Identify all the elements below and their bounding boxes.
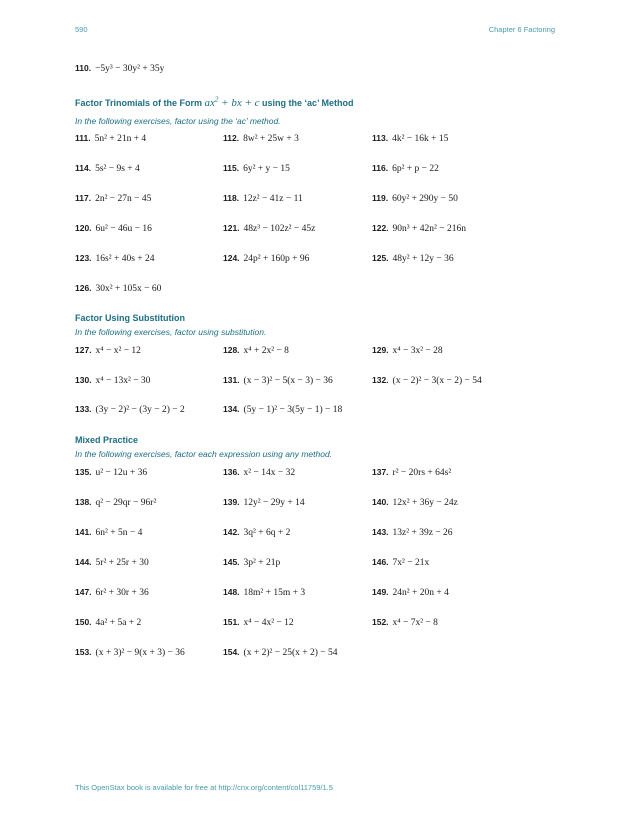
exercise-expression: x⁴ − x² − 12 (95, 346, 141, 356)
exercise-item (223, 404, 342, 415)
exercise-expression: 5s² − 9s + 4 (95, 164, 140, 174)
exercise-number: 123. (75, 253, 92, 263)
exercise-expression: 3p² + 21p (243, 558, 281, 568)
exercise-number: 147. (75, 587, 92, 597)
section-title-substitution: Factor Using Substitution (75, 313, 185, 323)
exercise-expression: u² − 12u + 36 (95, 468, 148, 478)
exercise-number: 118. (223, 193, 240, 203)
exercise-expression: 12y² − 29y + 14 (243, 498, 305, 508)
exercise-expression: 6r² + 30r + 36 (95, 588, 149, 598)
exercise-expression: 7x² − 21x (392, 558, 430, 568)
chapter-title: Chapter 6 Factoring (488, 25, 555, 34)
exercise-expression: 8w² + 25w + 3 (243, 134, 299, 144)
exercise-item (75, 193, 151, 204)
exercise-expression: 60y² + 290y − 50 (392, 194, 458, 204)
exercise-item (372, 223, 466, 234)
exercise-item (75, 63, 164, 74)
exercise-item (223, 647, 337, 658)
exercise-number: 125. (372, 253, 389, 263)
exercise-item (372, 557, 429, 568)
exercise-number: 114. (75, 163, 92, 173)
exercise-expression: x² − 14x − 32 (243, 468, 296, 478)
exercise-item (75, 345, 141, 356)
exercise-number: 151. (223, 617, 240, 627)
exercise-item (223, 345, 289, 356)
exercise-item (223, 253, 309, 264)
exercise-item (223, 587, 305, 598)
exercise-item (223, 133, 299, 144)
exercise-expression: (x + 3)² − 9(x + 3) − 36 (95, 648, 185, 658)
exercise-number: 140. (372, 497, 389, 507)
exercise-expression: x⁴ + 2x² − 8 (243, 346, 289, 356)
exercise-item (372, 345, 443, 356)
exercise-number: 144. (75, 557, 92, 567)
exercise-number: 138. (75, 497, 92, 507)
footer-note: This OpenStax book is available for free at http://cnx.org/content/col11759/1.5 (75, 783, 333, 792)
section-instructions: In the following exercises, factor each expression using any method. (75, 449, 333, 459)
exercise-number: 120. (75, 223, 92, 233)
exercise-expression: x⁴ − 13x² − 30 (95, 376, 151, 386)
exercise-number: 119. (372, 193, 389, 203)
exercise-number: 116. (372, 163, 389, 173)
exercise-item (75, 404, 185, 415)
section-title-math: $ax^2$ + bx + c (204, 95, 260, 109)
section-instructions: In the following exercises, factor using substitution. (75, 327, 267, 337)
exercise-item (75, 375, 150, 386)
exercise-item (372, 497, 458, 508)
exercise-item (372, 375, 482, 386)
exercise-expression: q² − 29qr − 96r² (95, 498, 157, 508)
exercise-number: 145. (223, 557, 240, 567)
exercise-expression: 48z³ − 102z² − 45z (243, 224, 316, 234)
exercise-number: 122. (372, 223, 389, 233)
exercise-number: 134. (223, 404, 240, 414)
exercise-item (223, 163, 290, 174)
exercise-number: 111. (75, 133, 91, 143)
exercise-item (223, 497, 305, 508)
exercise-number: 131. (223, 375, 240, 385)
exercise-expression: (5y − 1)² − 3(5y − 1) − 18 (243, 405, 343, 415)
exercise-expression: x⁴ − 3x² − 28 (392, 346, 443, 356)
exercise-number: 154. (223, 647, 240, 657)
exercise-expression: 3q² + 6q + 2 (243, 528, 291, 538)
exercise-expression: (x + 2)² − 25(x + 2) − 54 (243, 648, 338, 658)
exercise-expression: 4k² − 16k + 15 (392, 134, 449, 144)
exercise-expression: 13z² + 39z − 26 (392, 528, 453, 538)
exercise-expression: 24p² + 160p + 96 (243, 254, 310, 264)
exercise-number: 150. (75, 617, 92, 627)
exercise-number: 129. (372, 345, 389, 355)
exercise-expression: x⁴ − 7x² − 8 (392, 618, 438, 628)
exercise-expression: r² − 20rs + 64s² (392, 468, 452, 478)
exercise-item (223, 193, 303, 204)
exercise-item (75, 557, 149, 568)
exercise-expression: 24n² + 20n + 4 (392, 588, 449, 598)
exercise-item (75, 223, 152, 234)
exercise-expression: (x − 2)² − 3(x − 2) − 54 (392, 376, 482, 386)
exercise-item (223, 223, 315, 234)
exercise-expression: (x − 3)² − 5(x − 3) − 36 (243, 376, 333, 386)
section-title-mixed-practice: Mixed Practice (75, 435, 139, 445)
exercise-expression: 12x² + 36y − 24z (392, 498, 458, 508)
exercise-number: 130. (75, 375, 92, 385)
exercise-number: 148. (223, 587, 240, 597)
exercise-expression: 4a² + 5a + 2 (95, 618, 142, 628)
exercise-expression: 16s² + 40s + 24 (95, 254, 155, 264)
exercise-number: 112. (223, 133, 240, 143)
exercise-item (75, 163, 140, 174)
exercise-expression: 30x² + 105x − 60 (95, 284, 162, 294)
exercise-number: 121. (223, 223, 240, 233)
exercise-item (372, 467, 451, 478)
section-title-text: Factor Trinomials of the Form (75, 98, 205, 108)
exercise-number: 127. (75, 345, 92, 355)
exercise-item (75, 587, 149, 598)
exercise-expression: 6y² + y − 15 (243, 164, 290, 174)
exercise-number: 126. (75, 283, 92, 293)
exercise-item (223, 375, 333, 386)
exercise-item (75, 467, 147, 478)
exercise-item (223, 557, 280, 568)
exercise-expression: 12z² − 41z − 11 (243, 194, 303, 204)
exercise-expression: 6u² − 46u − 16 (95, 224, 152, 234)
exercise-number: 142. (223, 527, 240, 537)
exercise-item (223, 467, 295, 478)
exercise-item (75, 647, 185, 658)
exercise-item (372, 527, 453, 538)
exercise-expression: 90n³ + 42n² − 216n (392, 224, 466, 234)
exercise-number: 139. (223, 497, 240, 507)
section-title-text: using the ‘ac’ Method (259, 98, 354, 108)
exercise-item (372, 163, 439, 174)
exercise-expression: 6n² + 5n − 4 (95, 528, 143, 538)
exercise-item (372, 253, 454, 264)
exercise-item (75, 283, 161, 294)
exercise-expression: 6p² + p − 22 (392, 164, 439, 174)
exercise-number: 110. (75, 63, 92, 73)
exercise-item (223, 617, 294, 628)
exercise-number: 137. (372, 467, 389, 477)
exercise-item (372, 193, 458, 204)
exercise-item (372, 617, 438, 628)
exercise-expression: 2n² − 27n − 45 (95, 194, 152, 204)
section-instructions: In the following exercises, factor using the ‘ac’ method. (75, 116, 281, 126)
exercise-number: 141. (75, 527, 92, 537)
exercise-number: 113. (372, 133, 389, 143)
exercise-item (223, 527, 290, 538)
exercise-expression: 5n² + 21n + 4 (94, 134, 147, 144)
exercise-expression: 48y² + 12y − 36 (392, 254, 454, 264)
exercise-item (75, 497, 156, 508)
exercise-expression: −5y³ − 30y² + 35y (95, 64, 165, 74)
exercise-number: 146. (372, 557, 389, 567)
exercise-number: 143. (372, 527, 389, 537)
page-number: 590 (75, 25, 88, 34)
exercise-number: 135. (75, 467, 92, 477)
exercise-item (372, 587, 449, 598)
exercise-number: 152. (372, 617, 389, 627)
exercise-number: 115. (223, 163, 240, 173)
exercise-number: 136. (223, 467, 240, 477)
exercise-item (75, 133, 146, 144)
exercise-number: 149. (372, 587, 389, 597)
exercise-number: 117. (75, 193, 92, 203)
section-title-ac-method (75, 97, 354, 109)
exercise-expression: x⁴ − 4x² − 12 (243, 618, 294, 628)
exercise-expression: 5r² + 25r + 30 (95, 558, 149, 568)
exercise-item (75, 527, 142, 538)
exercise-item (75, 253, 155, 264)
exercise-expression: 18m² + 15m + 3 (243, 588, 306, 598)
exercise-item (75, 617, 141, 628)
exercise-number: 124. (223, 253, 240, 263)
exercise-number: 153. (75, 647, 92, 657)
exercise-number: 128. (223, 345, 240, 355)
exercise-item (372, 133, 448, 144)
exercise-expression: (3y − 2)² − (3y − 2) − 2 (95, 405, 185, 415)
exercise-number: 132. (372, 375, 389, 385)
exercise-number: 133. (75, 404, 92, 414)
